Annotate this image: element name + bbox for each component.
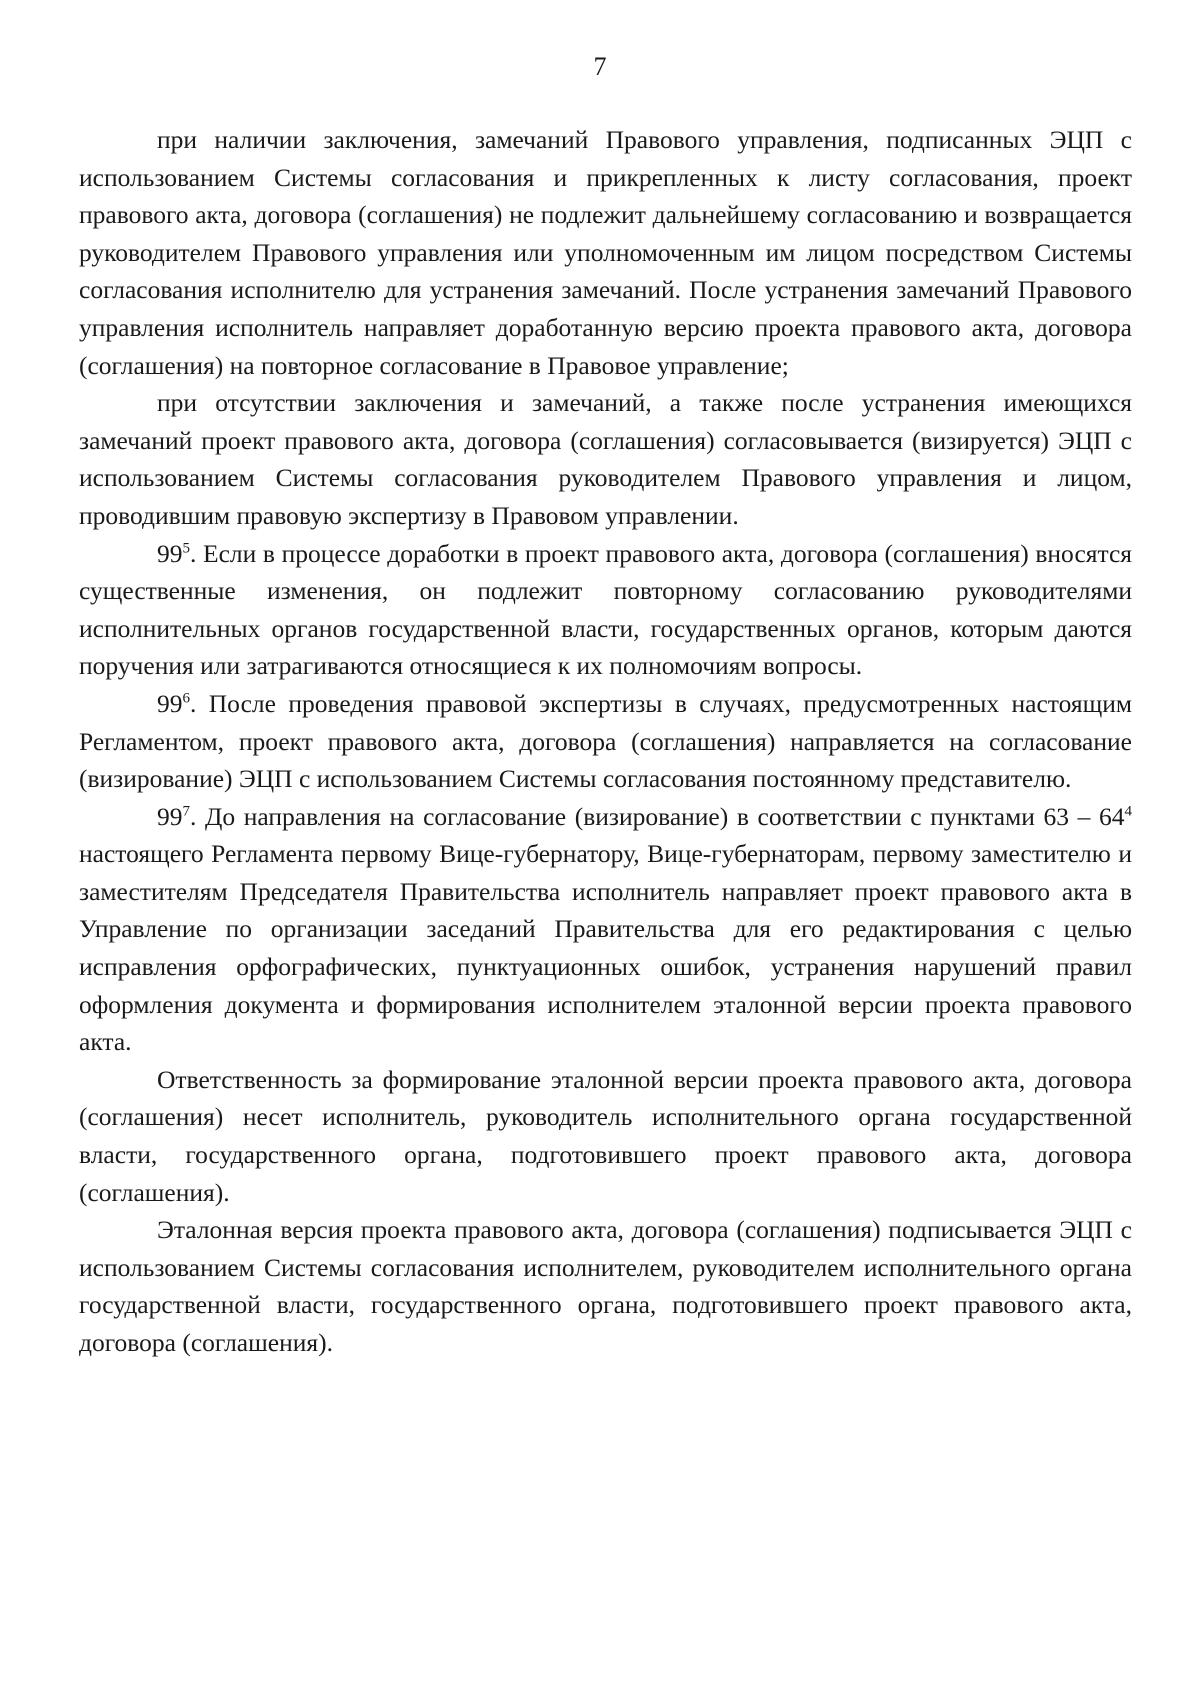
paragraph-approval-with-remarks: [79, 121, 1132, 384]
clause-text: . После проведения правовой экспертизы в случаях, предусмотренных настоящим Регламентом, проект правового акта, договора (соглашения) направляется на согласование (визирование) ЭЦП с использованием Системы согласования постоянному представителю.: [79, 688, 1132, 794]
paragraph-text: Ответственность за формирование эталонной версии проекта правового акта, договора (соглашения) несет исполнитель, руководитель исполнительного органа государственной власти, государственного органа, подготовившего проект правового акта, договора (соглашения).: [79, 1064, 1132, 1207]
clause-number: 99: [157, 538, 183, 568]
clause-99-6: [79, 685, 1132, 798]
clause-superscript: 7: [182, 803, 190, 820]
document-body: [79, 121, 1132, 1362]
clause-99-5: [79, 535, 1132, 685]
page-number: 7: [593, 52, 607, 81]
clause-superscript: 5: [182, 540, 190, 557]
clause-reference-superscript: 4: [1124, 803, 1132, 820]
clause-text: . До направления на согласование (визирование) в соответствии с пунктами 63 – 64: [190, 801, 1125, 831]
clause-superscript: 6: [182, 690, 190, 707]
paragraph-text: при наличии заключения, замечаний Правового управления, подписанных ЭЦП с использованием Системы согласования и прикрепленных к листу согласования, проект правового акта, договора (соглашения) не подлежит дальнейшему согласованию и возвращается руководителем Правового управления или уполномоченным им лицом посредством Системы согласования исполнителю для устранения замечаний. После устранения замечаний Правового управления исполнитель направляет доработанную версию проекта правового акта, договора (соглашения) на повторное согласование в Правовое управление;: [79, 125, 1132, 380]
clause-number: 99: [157, 688, 183, 718]
clause-text-continuation: настоящего Регламента первому Вице-губернатору, Вице-губернаторам, первому заместителю и заместителям Председателя Правительства исполнитель направляет проект правового акта в Управление по организации заседаний Правительства для его редактирования с целью исправления орфографических, пунктуационных ошибок, устранения нарушений правил оформления документа и формирования исполнителем эталонной версии проекта правового акта.: [79, 839, 1132, 1057]
clause-text: . Если в процессе доработки в проект правового акта, договора (соглашения) вносятся существенные изменения, он подлежит повторному согласованию руководителями исполнительных органов государственной власти, государственных органов, которым даются поручения или затрагиваются относящиеся к их полномочиям вопросы.: [79, 538, 1132, 681]
paragraph-text: Эталонная версия проекта правового акта, договора (соглашения) подписывается ЭЦП с использованием Системы согласования исполнителем, руководителем исполнительного органа государственной власти, государственного органа, подготовившего проект правового акта, договора (соглашения).: [79, 1215, 1132, 1357]
paragraph-responsibility: [79, 1061, 1132, 1211]
clause-number: 99: [157, 801, 183, 831]
paragraph-reference-version-signing: [79, 1211, 1132, 1361]
clause-99-7: [79, 798, 1132, 1061]
paragraph-text: при отсутствии заключения и замечаний, а также после устранения имеющихся замечаний проект правового акта, договора (соглашения) согласовывается (визируется) ЭЦП с использованием Системы согласования руководителем Правового управления и лицом, проводившим правовую экспертизу в Правовом управлении.: [79, 388, 1132, 530]
paragraph-approval-without-remarks: [79, 384, 1132, 534]
